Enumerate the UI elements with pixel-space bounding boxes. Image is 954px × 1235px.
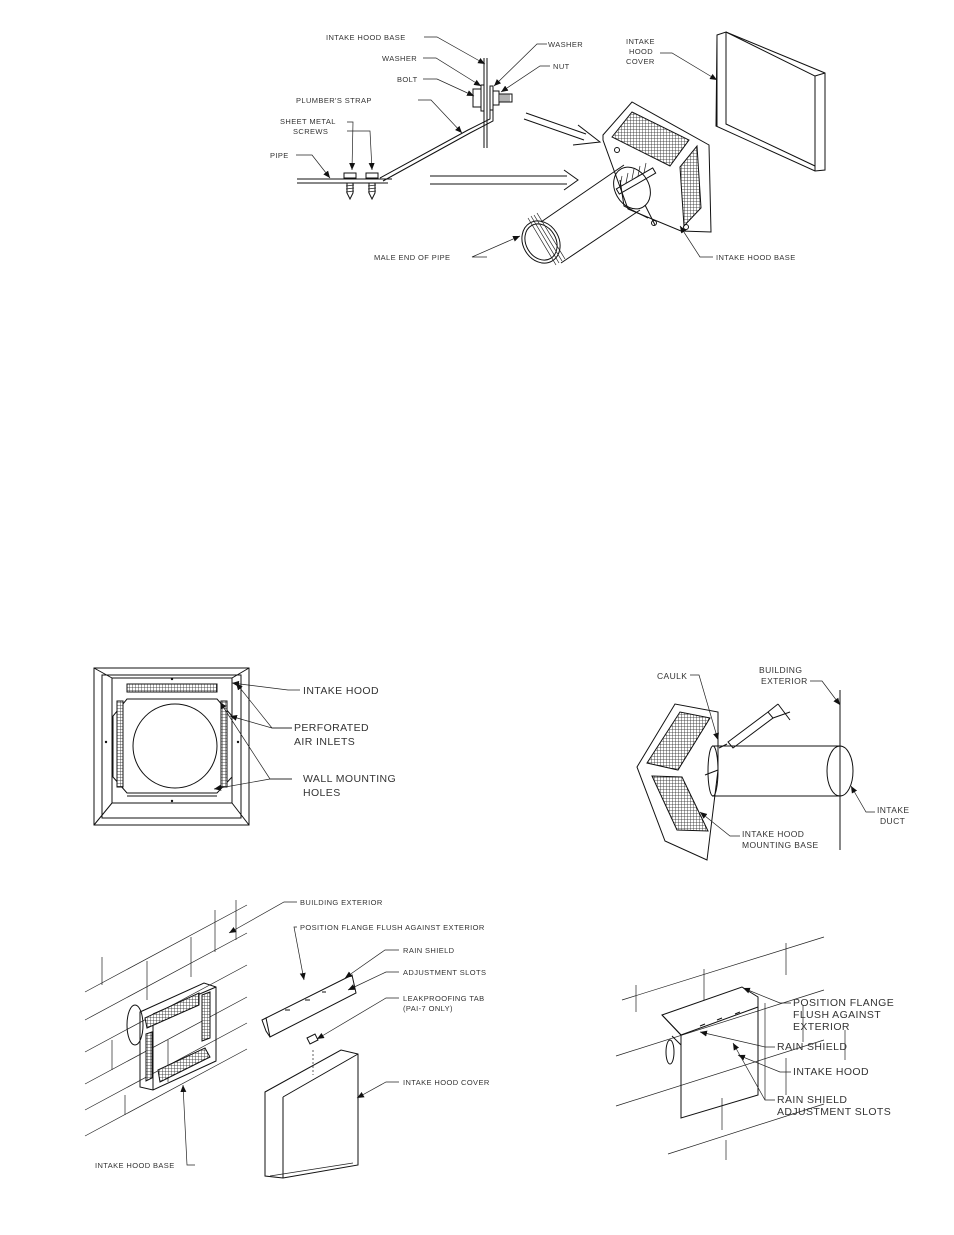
label-position-flange-2: FLUSH AGAINST: [793, 1009, 882, 1021]
label-intake-hood-cover-1: INTAKE: [626, 37, 655, 46]
label-washer-right: WASHER: [548, 40, 584, 49]
figure-pipe-assembly: [270, 32, 825, 270]
male-pipe: [514, 160, 657, 270]
label-position-flange-exploded: POSITION FLANGE FLUSH AGAINST EXTERIOR: [300, 923, 485, 932]
label-perforated-1: PERFORATED: [294, 722, 369, 734]
sheet-metal-screw-1: [344, 173, 356, 199]
figure-assembled: [616, 937, 894, 1160]
label-caulk: CAULK: [657, 671, 688, 681]
label-adjustment-slots-exploded: ADJUSTMENT SLOTS: [403, 968, 487, 977]
label-mounting-base-2: MOUNTING BASE: [742, 840, 819, 850]
label-position-flange-1: POSITION FLANGE: [793, 997, 895, 1009]
label-intake-duct-1: INTAKE: [877, 805, 910, 815]
intake-hood-base-iso: [603, 102, 711, 232]
label-plumbers-strap: PLUMBER'S STRAP: [296, 96, 372, 105]
label-bolt: BOLT: [397, 75, 418, 84]
label-adjustment-slots-2: ADJUSTMENT SLOTS: [777, 1106, 892, 1118]
label-nut: NUT: [553, 62, 570, 71]
label-washer-left: WASHER: [382, 54, 418, 63]
sheet-metal-screw-2: [366, 173, 378, 199]
label-building-exterior-1: BUILDING: [759, 665, 803, 675]
label-sheet-metal-screws-1: SHEET METAL: [280, 117, 336, 126]
label-male-end-of-pipe: MALE END OF PIPE: [374, 253, 451, 262]
label-building-exterior-exploded: BUILDING EXTERIOR: [300, 898, 383, 907]
label-sheet-metal-screws-2: SCREWS: [293, 127, 329, 136]
figure-exploded: [85, 898, 490, 1178]
label-intake-hood-assembled: INTAKE HOOD: [793, 1066, 869, 1078]
label-mounting-base-1: INTAKE HOOD: [742, 829, 805, 839]
figure-front-view: [94, 668, 396, 825]
label-rain-shield-assembled: RAIN SHIELD: [777, 1041, 848, 1053]
mounting-hole-marks: [105, 678, 239, 802]
label-intake-hood-cover-2: HOOD: [629, 47, 654, 56]
intake-hood-cover-iso: [716, 32, 825, 171]
label-intake-hood-base-exploded: INTAKE HOOD BASE: [95, 1161, 175, 1170]
label-intake-hood-cover-exploded: INTAKE HOOD COVER: [403, 1078, 490, 1087]
figure-caulk: [637, 665, 909, 860]
label-position-flange-3: EXTERIOR: [793, 1021, 850, 1033]
label-pipe: PIPE: [270, 151, 289, 160]
label-leakproofing-1: LEAKPROOFING TAB: [403, 994, 485, 1003]
label-adjustment-slots-1: RAIN SHIELD: [777, 1094, 848, 1106]
label-wall-mounting-1: WALL MOUNTING: [303, 773, 397, 785]
assembly-arrows: [430, 113, 600, 190]
label-building-exterior-2: EXTERIOR: [761, 676, 808, 686]
label-leakproofing-2: (PAI-7 ONLY): [403, 1004, 453, 1013]
label-perforated-2: AIR INLETS: [294, 736, 356, 748]
label-rain-shield-exploded: RAIN SHIELD: [403, 946, 455, 955]
label-intake-hood-base-top: INTAKE HOOD BASE: [326, 33, 406, 42]
label-wall-mounting-2: HOLES: [303, 787, 341, 799]
label-intake-hood: INTAKE HOOD: [303, 685, 379, 697]
label-intake-hood-cover-3: COVER: [626, 57, 655, 66]
label-intake-hood-base-bottom: INTAKE HOOD BASE: [716, 253, 796, 262]
label-intake-duct-2: DUCT: [880, 816, 906, 826]
